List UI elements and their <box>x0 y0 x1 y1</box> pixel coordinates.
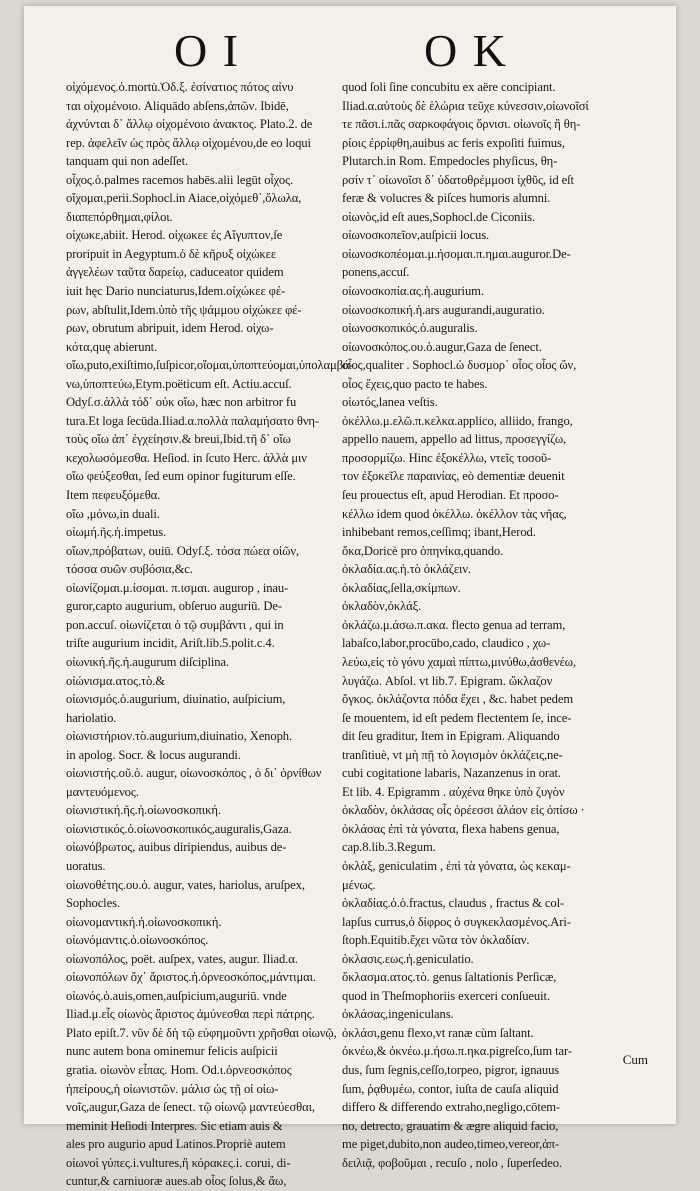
text-line: οἰωνοὶ γύπες.i.vultures,ἢ κόρακες.i. corui, di- <box>66 1155 291 1170</box>
text-line: Plutarch.in Rom. Empedocles phyſicus, θη- <box>342 154 558 169</box>
text-line: οἰωνός.ὁ.auis,omen,auſpicium,auguriū. vnde <box>66 988 287 1003</box>
text-line: guror,capto augurium, obſeruo auguriū. De- <box>66 599 282 614</box>
text-line: οἰωνοπόλος, poët. auſpex, vates, augur. Iliad.α. <box>66 951 298 966</box>
text-line: ὀκλαδὸν, ὀκλάσας οἷς ὀρέεσσι ἀλάον εἰς ὀπίσω · <box>342 803 585 818</box>
text-line: οἴω ,μόνω,in duali. <box>66 506 160 521</box>
text-line: οἴω φεύξεσθαι, ſed eum opinor fugiturum eſſe. <box>66 469 296 484</box>
text-line: Plato epiſt.7. νῦν δὲ δὴ τῷ εὐφημοῦντι χρῆσθαι οἰωνῷ, <box>66 1025 337 1040</box>
text-line: οἰωνὸς,id eſt aues,Sophocl.de Ciconiis. <box>342 209 536 224</box>
text-line: οἰωνοσκοπικός.ὁ.auguralis. <box>342 321 478 336</box>
text-line: οἰωνομαντική.ἡ.οἰωνοσκοπική. <box>66 914 222 929</box>
text-line: οἰωνοθέτης.ου.ὁ. augur, vates, hariolus, aruſpex, <box>66 877 305 892</box>
text-line: Iliad.α.αὐτοὺς δὲ ἑλώρια τεῦχε κύνεσσιν,οἰωνοῖσί <box>342 98 589 113</box>
text-line: διαπεπόρθημαι,φίλοι. <box>66 209 173 224</box>
text-line: οἰωνοσκοπέομαι.μ.ήσομαι.π.ημαι.augurоr.De- <box>342 246 571 261</box>
text-line: gratia. οἰωνὸν εἶπας. Hom. Od.ι.ὀρνεοσκόπος <box>66 1062 292 1077</box>
text-line: τε πᾶσι.i.πᾶς σαρκοφάγοις ὄρνισι. οἰωνοῖς ἢ θη- <box>342 117 581 132</box>
text-line: οἶχος.ὁ.palmes racemos habēs.alii legūt οἶχος. <box>66 172 294 187</box>
text-line: cap.8.lib.3.Regum. <box>342 840 436 855</box>
text-line: ἠπείρους,ἡ οἰωνιστῶν. μάλισ ὡς τῇ οἰ οἰω- <box>66 1081 279 1096</box>
running-head-right: O K <box>424 25 508 76</box>
text-line: οἴων,πρόβατων, ouiū. Odyſ.ξ. τόσα πώεα οἰῶν, <box>66 543 300 558</box>
text-line: proripuit in Aegyptum.ὁ δὲ κῆρυξ οἰχώκεε <box>66 246 277 261</box>
text-line: οἰωνίζομαι.μ.ίσομαι. π.ισμαι. augurор , inau- <box>66 580 289 595</box>
text-line: οἰωνιστικός.ὁ.οἰωνοσκοπικός,auguralis,Gaza. <box>66 821 292 836</box>
text-line: νοῖς,augur,Gaza de ſenect. τῷ οἰωνῷ μαντεύεσθαι, <box>66 1100 315 1115</box>
text-line: ponens,accuſ. <box>342 265 410 280</box>
text-line: appello nauem, appello ad littus, προσεγγίζω, <box>342 432 567 447</box>
text-line: οἰωνιστήριον.τὸ.augurium,diuinatio, Xenoph. <box>66 729 293 744</box>
text-line: meminit Heſiodi Interpres. Sic etiam auis & <box>66 1118 283 1133</box>
text-line: ὀκλασις.εως.ἡ.geniculatio. <box>342 951 474 966</box>
text-line: ales pro augurio apud Latinos.Propriè autem <box>66 1137 286 1152</box>
text-line: οἰωνική.ῆς.ἡ.augurum diſciplina. <box>66 654 230 669</box>
text-line: κεχολωσόμεσθα. Heſiod. in ſcuto Herc. ἀλλὰ μιν <box>66 450 307 465</box>
text-line: hariolatio. <box>66 710 117 725</box>
text-line: οἰωνόβρωτος, auibus diripiendus, auibus de- <box>66 840 287 855</box>
text-line: οἰχωκε,abiit. Herod. οἰχωκεε ἐς Αἴγυπτον,ſe <box>66 228 283 243</box>
text-line: οἶος,qualiter . Sophocl.ὡ δυσμορ᾽ οἷος οἶος ὤν, <box>342 358 577 373</box>
text-line: tanquam qui non adeſſet. <box>66 154 189 169</box>
text-line: nunc autem bona ominemur felicis auſpicii <box>66 1044 278 1059</box>
text-line: labaſco,labor,procūbo,cado, claudico , χω- <box>342 636 551 651</box>
text-line: me piget,dubito,non audeo,timeo,vereor,ἀπ- <box>342 1137 560 1152</box>
text-line: dit ſeu graditur, Item in Epigram. Aliquando <box>342 729 560 744</box>
text-line: οἴχομαι,perii.Sophocl.in Aiace,οἰχόμεθ᾽,ὄλωλα, <box>66 191 302 206</box>
text-line: ρων, abſtulit,Idem.ὑπὸ τῆς ψάμμου οἰχώκεε φέ- <box>66 302 302 317</box>
text-line: iuit hęc Dario nunciaturus,Idem.οἰχώκεε φέ- <box>66 284 286 299</box>
text-line: in apolog. Socr. & locus augurandi. <box>66 747 241 762</box>
text-line: οἰωνοσκόπος.ου.ὁ.augur,Gaza de ſenect. <box>342 339 542 354</box>
right-column <box>342 78 638 1172</box>
text-line: ρσίν τ᾽ οἰωνοῖσι δ᾽ ὑδατοθρέμμοσι ἰχθῦς, id eſt <box>342 172 574 187</box>
text-line: οἰωνόμαντις.ὁ.οἰωνοσκόπος. <box>66 933 209 948</box>
text-line: ρων, obrutum abripuit, idem Herod. οἰχω- <box>66 321 274 336</box>
text-line: τοὺς οἴω ἀπ᾽ ἐγχείησιν.& breui,Ibid.τῆ δ᾽ οἴω <box>66 432 291 447</box>
text-line: ὄκα,Doricè pro ὁπηνίκα,quando. <box>342 543 504 558</box>
text-line: ὄκλασμα.ατος.τὸ. genus ſaltationis Perſicæ, <box>342 970 557 985</box>
text-line: differo & differendo extraho,negligo,cōtem- <box>342 1100 560 1115</box>
text-line: ſum, ῥᾳθυμέω, contor, iuſta de cauſa aliquid <box>342 1081 559 1096</box>
text-line: inhibebant remos,ceſſimq; ibant,Herod. <box>342 525 536 540</box>
text-line: ſtoph.Equitib.ἔχει νῶτα τὸν ὀκλαδίαν. <box>342 933 530 948</box>
text-line: Item πεφευξόμεθα. <box>66 488 161 503</box>
text-line: μαντευόμενος. <box>66 784 139 799</box>
text-line: ſe mouentem, id eſt pedem flectentem ſe, ince- <box>342 710 572 725</box>
text-line: rep. ἀφελεῖν ὡς πρὸς ἄλλῳ οἰχομένου,de eo loqui <box>66 135 311 150</box>
text-line: dus, ſum ſegnis,ceſſo,torpeo, pigror, ignauus <box>342 1062 560 1077</box>
text-line: τόσσα συῶν συβόσια,&c. <box>66 562 193 577</box>
text-line: νω,ὑποπτεύω,Etym.poëticum eſt. Actiu.accuſ. <box>66 376 292 391</box>
text-line: οἰωνοσκοπική.ἡ.ars augurandi,auguratio. <box>342 302 545 317</box>
text-line: ὄγκος. ὀκλάζοντα πόδα ἔχει , &c. habet pedem <box>342 692 574 707</box>
text-line: Odyſ.σ.ἀλλὰ τόδ᾽ οὐκ οἴω, hæc non arbitror fu <box>66 395 297 410</box>
text-line: οἰωτός,lanea veſtis. <box>342 395 438 410</box>
text-line: οἴω,puto,exiſtimo,ſuſpicor,οἴομαι,ὑποπτεύομαι,ὑπολαμβά- <box>66 358 354 373</box>
text-line: ὀκλάσας,ingeniculans. <box>342 1007 454 1022</box>
text-line: δειλιᾷ, φοβοῦμαι , recuſo , nolo , ſuperſedeo. <box>342 1155 562 1170</box>
left-column <box>66 78 358 1191</box>
text-line: οἰωνιστής.οῦ.ὁ. augur, οἰωνοσκόπος , ὁ δι᾽ ὀρνίθων <box>66 766 322 781</box>
text-line: pon.accuſ. οἰωνίζεται ὁ τῷ συμβάντι , qui in <box>66 617 284 632</box>
running-head-left: O I <box>174 25 241 76</box>
text-line: κότα,quę abierunt. <box>66 339 158 354</box>
text-line: ὀκνέω,& ὀκνέω.μ.ήσω.π.ηκα.pigreſco,ſum tar- <box>342 1044 572 1059</box>
text-line: feræ & volucres & piſces humoris alumni. <box>342 191 551 206</box>
text-line: οἶος ἔχεις,quo pacto te habes. <box>342 376 488 391</box>
text-line: ὀκλαδίας.ὁ.ὁ.fractus, claudus , fractus & col- <box>342 896 565 911</box>
text-line: οἰωνιστική.ῆς.ἡ.οἰωνοσκοπική. <box>66 803 221 818</box>
text-line: ὀκλάζω.μ.άσω.π.ακα. flecto genua ad terram, <box>342 617 566 632</box>
text-line: λυγάζω. Abſol. vt lib.7. Epigram. ὤκλαζον <box>342 673 553 688</box>
text-line: οἰώνισμα.ατος.τὸ.& <box>66 673 165 688</box>
text-line: ὀκλὰξ, geniculatim , ἐπὶ τὰ γόνατα, ὡς κεκαμ- <box>342 858 571 873</box>
text-line: προσορμίζω. Hinc ἐξοκέλλω, ντεῖς τοσοῦ- <box>342 450 552 465</box>
text-line: ὀκλαδία.ας.ἡ.τὸ ὀκλάζειν. <box>342 562 471 577</box>
text-line: λεύω,εἰς τὸ γόνυ χαμαὶ πίπτω,μινύθω,ἀσθενέω, <box>342 654 576 669</box>
dictionary-page <box>24 6 676 1189</box>
text-line: κέλλω idem quod ὀκέλλω. ὀκέλλον τὰς νῆας, <box>342 506 567 521</box>
catchword: Cum <box>622 1052 648 1067</box>
text-line: ὀκέλλω.μ.ελῶ.π.κελκα.applico, alliido, frango, <box>342 413 573 428</box>
text-line: οἰωνοπόλων ὄχ᾽ ἄριστος.ἡ.ὀρνεοσκόπος,μάντιμαι. <box>66 970 316 985</box>
text-line: tranſitiuè, vt μὴ πῇ τὸ λογισμὸν ὀκλάζεις,ne- <box>342 747 563 762</box>
text-line: ὀκλαδὸν,ὀκλάξ. <box>342 599 422 614</box>
text-line: Et lib. 4. Epigramm . αὐχένα θηκε ὑπὸ ζυγὸν <box>342 784 565 799</box>
text-line: quod ſoli ſine concubitu ex aëre concipiant. <box>342 80 556 94</box>
text-line: ὀκλάσι,genu flexo,vt ranæ cùm ſaltant. <box>342 1025 534 1040</box>
text-line: Sophocles. <box>66 896 120 911</box>
text-line: ὀκλαδίας,ſella,σκίμπων. <box>342 580 461 595</box>
text-line: ἀγγελέων ταῦτα δαρείῳ, caduceator quidem <box>66 265 284 280</box>
text-line: ρίοις ἐρρίφθη,auibus ac feris expoſiti fuimus, <box>342 135 565 150</box>
text-line: τον ἐξοκεῖλε παραινίας, eò dementiæ deuenit <box>342 469 565 484</box>
text-line: cuntur,& carniuoræ aues.ab οἶος ſolus,& ἄω, <box>66 1174 287 1189</box>
text-line: οἰωνισμός.ὁ.augurium, diuinatio, auſpicium, <box>66 692 286 707</box>
text-line: lapſus currus,ὁ δίφρος ὁ συγκεκλασμένος.Ari- <box>342 914 571 929</box>
text-line: ται οἰχομένοιο. Aliquādo abſens,ἀπῶν. Ibidē, <box>66 98 289 113</box>
text-line: οἰωνοσκοπία.ας.ἡ.augurium. <box>342 284 484 299</box>
text-line: cubi cogitatione labaris, Nazanzenus in orat. <box>342 766 561 781</box>
text-line: οἰχόμενος.ὁ.mortu̇.Ὁδ.ξ. ἐσίνατιος πότος αἰνυ <box>66 80 294 94</box>
text-line: tura.Et loga ſecūda.Iliad.α.πολλὰ παλαμήσατο θνη- <box>66 413 319 428</box>
text-line: ſeu prouectus eſt, apud Herodian. Et προσο- <box>342 488 559 503</box>
text-line: μένως. <box>342 877 376 892</box>
text-line: ἀχνύνται δ᾽ ἄλλῳ οἰχομένοιο ἀνακτος. Plato.2. de <box>66 117 313 132</box>
text-line: uoratus. <box>66 858 106 873</box>
text-line: Iliad.μ.εἷς οἰωνὸς ἄριστος ἀμύνεσθαι περὶ πάτρης. <box>66 1007 315 1022</box>
text-line: οἰωμή.ῆς.ἡ.impetus. <box>66 525 167 540</box>
text-line: οἰωνοσκοπεῖον,auſpicii locus. <box>342 228 490 243</box>
text-line: no, detrecto, grauatim & ægre aliquid facio, <box>342 1118 559 1133</box>
text-line: ὀκλάσας ἐπὶ τὰ γόνατα, flexa habens genua, <box>342 821 560 836</box>
text-line: triſte augurium incidit, Ariſt.lib.5.polit.c.4. <box>66 636 275 651</box>
text-line: quod in Theſmophoriis exerceri conſueuit. <box>342 988 550 1003</box>
